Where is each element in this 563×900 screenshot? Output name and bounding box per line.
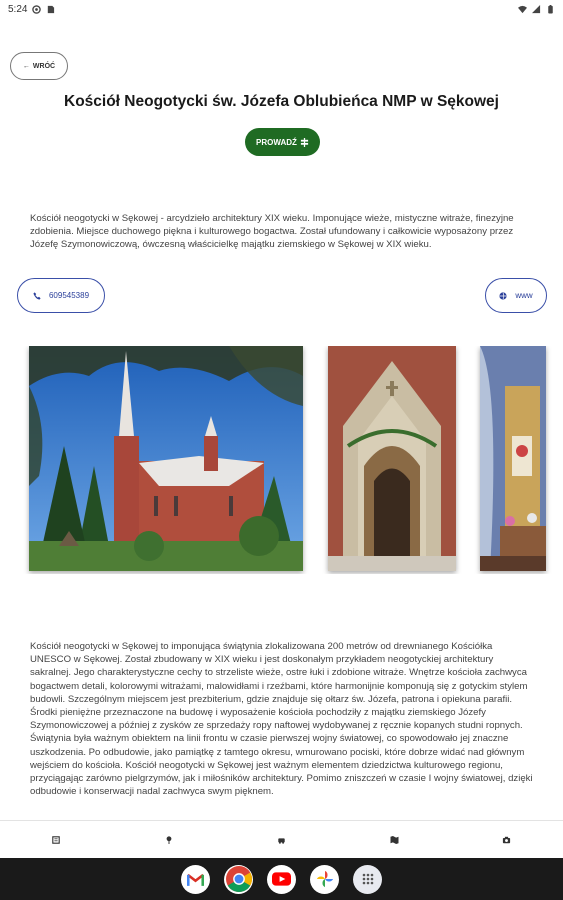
chrome-icon [226, 866, 252, 892]
settings-status-icon [32, 5, 41, 14]
youtube-app[interactable] [267, 865, 296, 894]
bottom-navigation [0, 820, 563, 858]
photos-app[interactable] [310, 865, 339, 894]
gmail-icon [187, 873, 204, 886]
church-portal-photo[interactable] [328, 346, 456, 571]
photo-gallery[interactable] [0, 346, 563, 574]
youtube-icon [272, 872, 291, 886]
nav-book-button[interactable] [46, 830, 66, 850]
signal-icon [532, 5, 541, 14]
app-drawer-icon [362, 873, 374, 885]
signpost-icon [300, 138, 309, 147]
chrome-app[interactable] [224, 865, 253, 894]
phone-icon [33, 292, 41, 300]
back-button-label: WRÓĆ [32, 62, 56, 70]
camera-icon [502, 836, 511, 844]
wifi-icon [518, 5, 527, 14]
website-button[interactable] [485, 278, 547, 313]
book-icon [52, 836, 60, 844]
phone-number: 609545389 [48, 291, 90, 300]
navigate-button[interactable] [245, 128, 320, 156]
church-exterior-photo[interactable] [29, 346, 303, 571]
description-text: Kościół neogotycki w Sękowej to imponująca świątynia zlokalizowana 200 metrów od drewnianego Kościółka UNESCO w Sękowej. Został zbudowany w XIX wieku i jest doskonałym przykładem neogotyckiej architektury sakralnej. Jego charakterystyczne cechy to strzeliste wieże, ostre łuki i zdobione witraże. Wnętrze kościoła zachwyca bogactwem detali, kolorowymi witrażami, malowidłami i rzeźbami, które harmonijnie komponują się z gotyckim stylem budowli. Szczególnym miejscem jest prezbiterium, gdzie znajduje się ołtarz św. Józefa, patrona i opiekuna parafii. Środki pieniężne przeznaczone na budowę i wyposażenie kościoła pochodziły z majątku ziemskiego Józefy Szymonowiczowej a później z zysków ze sprzedaży ropy naftowej wydobywanej z ręcznie kopanych studni ropnych. Świątynia była ważnym obiektem na linii frontu w czasie pierwszej wojny światowej, co spowodowało jej znaczne uszkodzenia. Po odbudowie, jako pamiątkę z tamtego okresu, wmurowano pociski, które dobrze widać nad głównym wejściem do kościoła. Kościół neogotycki w Sękowej jest ważnym elementem dziedzictwa kulturowego regionu, przyciągając zarówno pielgrzymów, jak i miłośników architektury. Pomimo zniszczeń w czasie I wojny światowej, dzięki odbudowie i konserwacji nadal zachwyca swym pięknem. [30, 641, 533, 798]
system-dock [0, 858, 563, 900]
status-bar [0, 0, 563, 18]
church-interior-photo[interactable] [480, 346, 546, 571]
website-label: www [515, 291, 533, 300]
sim-status-icon [46, 5, 55, 14]
page-title: Kościół Neogotycki św. Józefa Oblubieńca NMP w Sękowej [64, 93, 499, 110]
nav-camera-button[interactable] [497, 830, 517, 850]
globe-icon [499, 292, 507, 300]
phone-button[interactable] [17, 278, 105, 313]
nav-car-button[interactable] [271, 830, 291, 850]
car-icon [277, 836, 286, 844]
intro-text: Kościół neogotycki w Sękowej - arcydzieło architektury XIX wieku. Imponujące wieże, mistyczne witraże, finezyjne zdobienia. Miejsce duchowego piękna i kulturowego bogactwa. Został ufundowany i całkowicie wyposażony przez Józefę Szymonowiczową, ówczesną właścicielkę majątku ziemskiego w Sękowej w XIX wieku. [30, 213, 514, 251]
back-arrow-icon: ← [22, 62, 30, 70]
photos-icon [316, 870, 334, 888]
app-drawer[interactable] [353, 865, 382, 894]
gmail-app[interactable] [181, 865, 210, 894]
back-button[interactable] [10, 52, 68, 80]
nav-pin-button[interactable] [159, 830, 179, 850]
pin-icon [165, 836, 173, 844]
status-time: 5:24 [8, 3, 28, 15]
navigate-button-label: PROWADŹ [256, 137, 297, 147]
map-icon [390, 836, 399, 844]
nav-map-button[interactable] [384, 830, 404, 850]
battery-icon [546, 5, 555, 14]
